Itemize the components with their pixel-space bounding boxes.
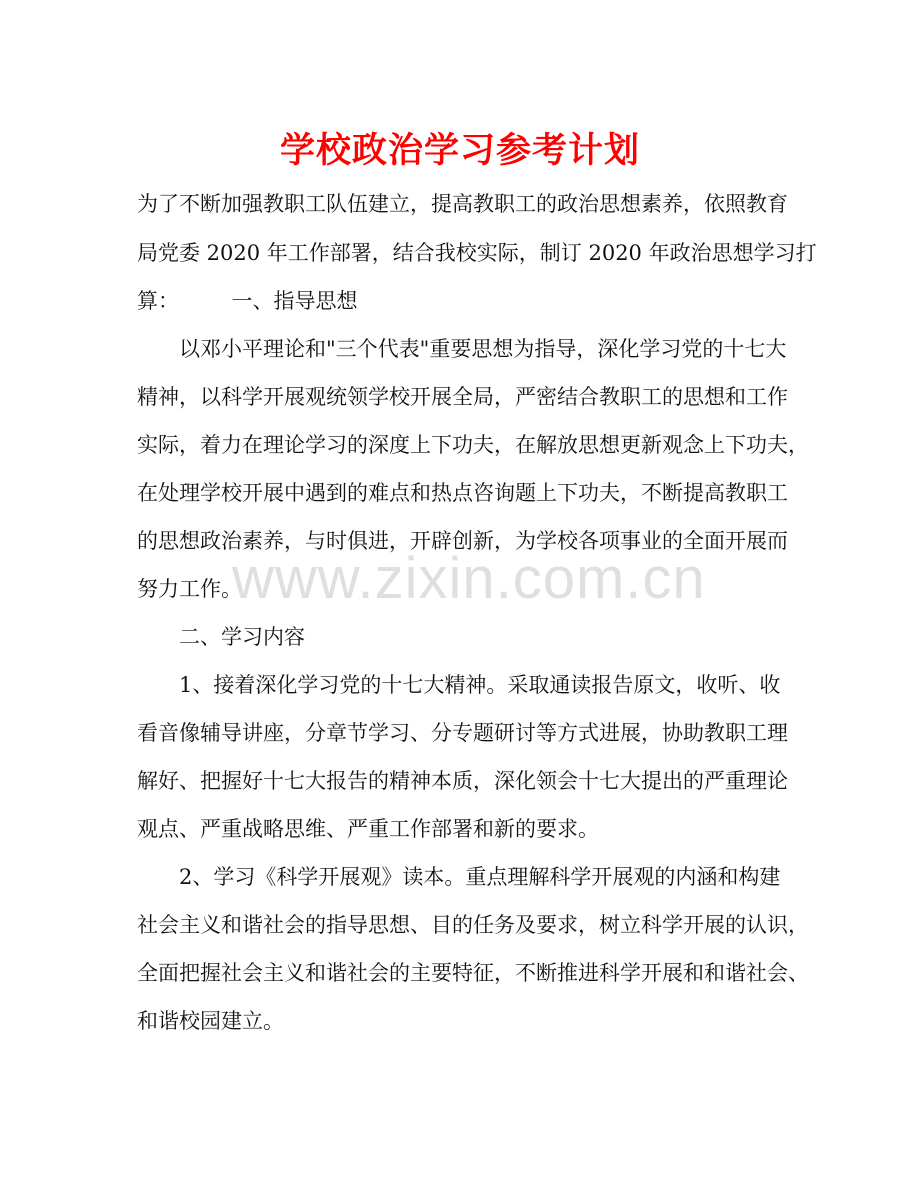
text-line: 精神，以科学开展观统领学校开展全局，严密结合教职工的思想和工作 (137, 385, 788, 409)
text-line: 在处理学校开展中遇到的难点和热点咨询题上下功夫，不断提高教职工 (137, 481, 788, 505)
text-line: 1、接着深化学习党的十七大精神。采取通读报告原文，收听、收 (179, 673, 781, 697)
document-title: 学校政治学习参考计划 (279, 131, 640, 171)
text-line: 和谐校园建立。 (137, 1009, 284, 1033)
text-line: 解好、把握好十七大报告的精神本质，深化领会十七大提出的严重理论 (137, 769, 788, 793)
text-line: 以邓小平理论和"三个代表"重要思想为指导，深化学习党的十七大 (179, 337, 787, 361)
text-line: 为了不断加强教职工队伍建立，提高教职工的政治思想素养，依照教育 (137, 192, 788, 216)
text-line: 的思想政治素养，与时俱进，开辟创新，为学校各项事业的全面开展而 (137, 529, 788, 553)
text-line: 算： 一、指导思想 (137, 289, 358, 313)
text-line: 局党委 2020 年工作部署，结合我校实际，制订 2020 年政治思想学习打 (137, 241, 817, 265)
text-line: 全面把握社会主义和谐社会的主要特征，不断推进科学开展和和谐社会、 (137, 961, 809, 985)
text-line: 看音像辅导讲座，分章节学习、分专题研讨等方式进展，协助教职工理 (137, 721, 788, 745)
watermark: www.zixin.com.cn (232, 546, 706, 611)
section-heading: 二、学习内容 (179, 625, 305, 649)
text-line: 观点、严重战略思维、严重工作部署和新的要求。 (137, 817, 599, 841)
text-line: 2、学习《科学开展观》读本。重点理解科学开展观的内涵和构建 (179, 865, 781, 889)
text-line: 努力工作。 (137, 577, 242, 601)
text-line: 社会主义和谐社会的指导思想、目的任务及要求，树立科学开展的认识， (137, 913, 809, 937)
text-line: 实际，着力在理论学习的深度上下功夫，在解放思想更新观念上下功夫， (137, 433, 809, 457)
